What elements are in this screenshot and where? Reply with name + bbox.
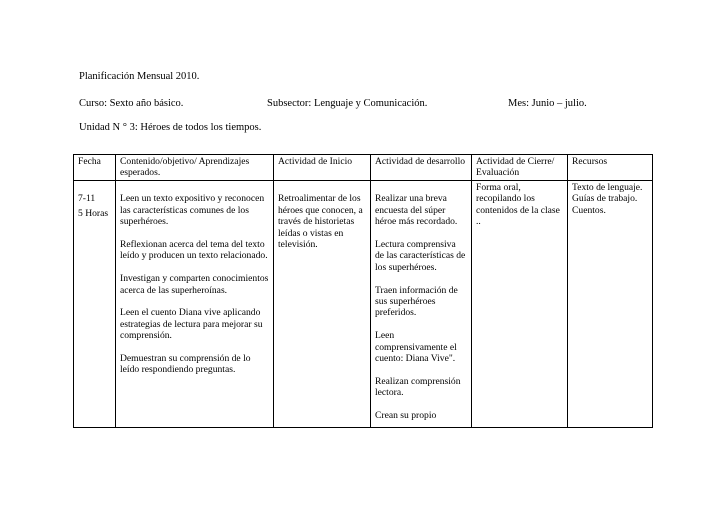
column-header-inicio: Actividad de Inicio (274, 155, 371, 181)
cierre-text: Forma oral, recopilando los contenidos de la clase .. (476, 182, 560, 228)
desarrollo-item: Realizar una breva encuesta del súper héroe más recordado. (375, 193, 458, 228)
unidad-label: Unidad N ° 3: Héroes de todos los tiempos. (79, 122, 262, 133)
contenido-item: Investigan y comparten conocimientos acerca de las superheroínas. (120, 273, 269, 296)
desarrollo-item: Leen comprensivamente el cuento: Diana Vive". (375, 330, 457, 365)
column-header-desarrollo: Actividad de desarrollo (371, 155, 472, 181)
page-title: Planificación Mensual 2010. (79, 71, 200, 82)
contenido-item: Leen el cuento Diana vive aplicando estrategias de lectura para mejorar su comprensión. (120, 307, 263, 342)
curso-label: Curso: Sexto año básico. (79, 98, 184, 109)
inicio-text: Retroalimentar de los héroes que conocen, a través de historietas leídas o vistas en televisión. (278, 193, 363, 251)
cell-fecha (74, 181, 116, 428)
table-row (74, 181, 653, 428)
desarrollo-item: Traen información de sus superhéroes preferidos. (375, 284, 458, 319)
column-header-cierre: Actividad de Cierre/ Evaluación (472, 155, 568, 181)
table-header-row (74, 155, 653, 181)
column-header-recursos: Recursos (568, 155, 653, 181)
column-header-fecha: Fecha (74, 155, 116, 181)
recursos-text: Texto de lenguaje. Guías de trabajo. Cuentos. (572, 182, 643, 216)
contenido-item: Leen un texto expositivo y reconocen las características comunes de los superhéroes. (120, 193, 265, 228)
mes-label: Mes: Junio – julio. (508, 98, 587, 109)
desarrollo-item: Lectura comprensiva de las características de los superhéroes. (375, 239, 466, 273)
contenido-item: Reflexionan acerca del tema del texto leído y producen un texto relacionado. (120, 239, 268, 262)
desarrollo-item: Realizan comprensión lectora. (375, 375, 461, 399)
fecha-dates: 7-11 (78, 193, 96, 205)
subsector-label: Subsector: Lenguaje y Comunicación. (267, 98, 428, 109)
fecha-hours: 5 Horas (78, 207, 109, 219)
cell-contenido (116, 181, 274, 428)
contenido-item: Demuestran su comprensión de lo leído respondiendo preguntas. (120, 353, 251, 376)
cell-desarrollo (371, 181, 472, 428)
cell-cierre (472, 181, 568, 428)
desarrollo-item: Crean su propio (375, 410, 437, 422)
column-header-contenido: Contenido/objetivo/ Aprendizajes esperados. (116, 155, 274, 181)
cell-inicio (274, 181, 371, 428)
planning-table (73, 154, 653, 428)
cell-recursos (568, 181, 653, 428)
